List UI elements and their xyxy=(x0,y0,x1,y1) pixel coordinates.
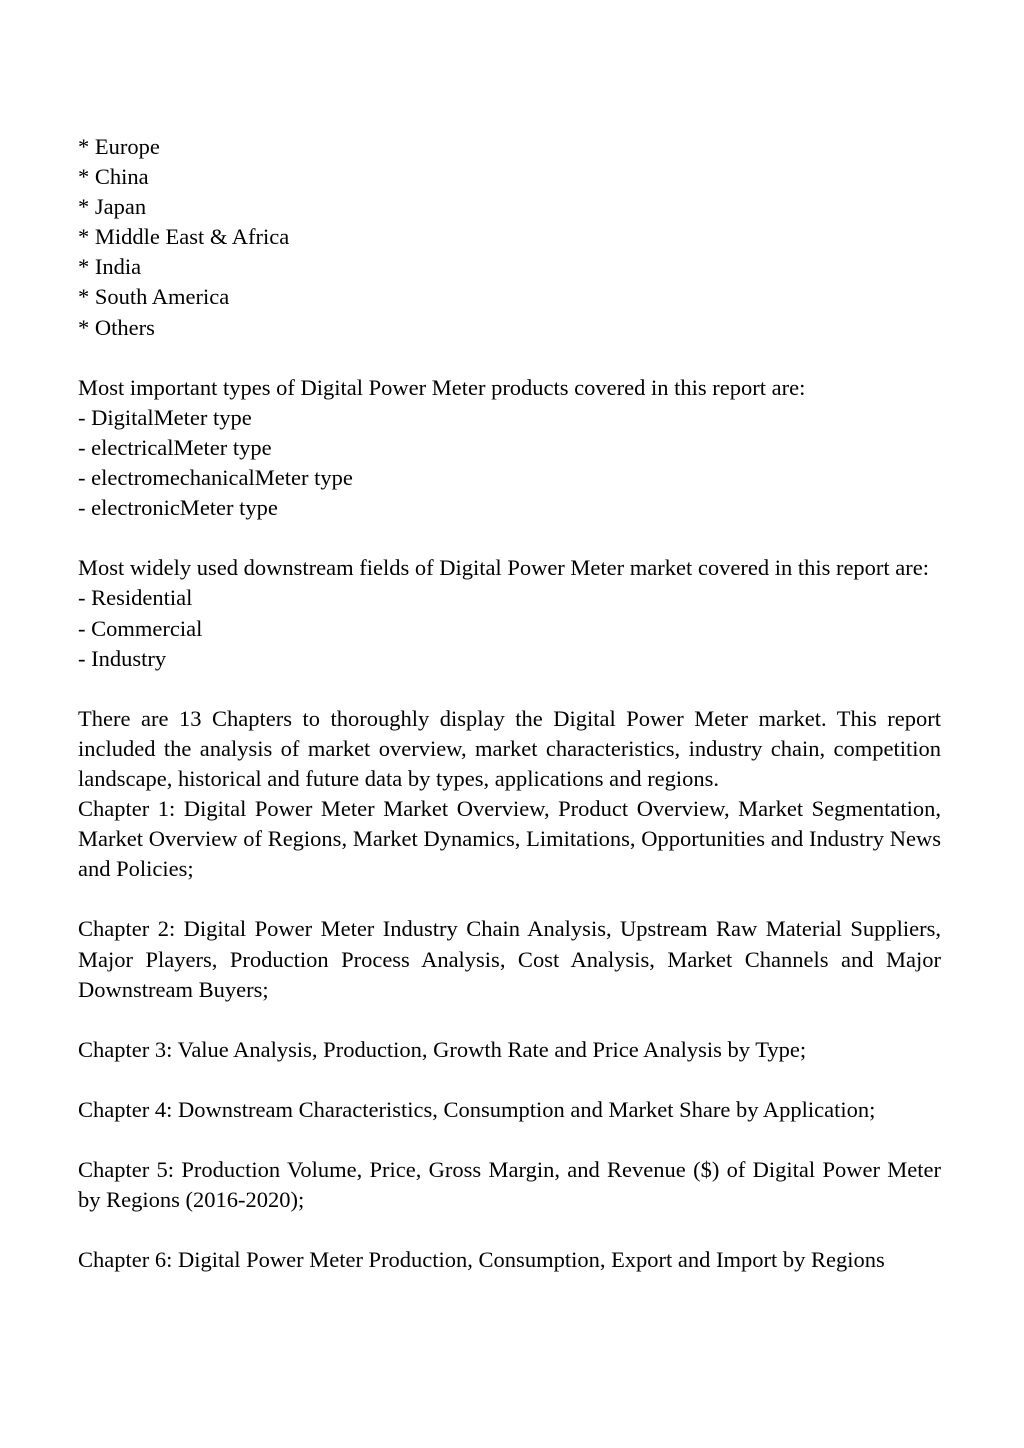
document-page xyxy=(78,132,941,1276)
types-section xyxy=(78,373,941,523)
list-item: - Commercial xyxy=(78,615,203,641)
paragraph-gap xyxy=(78,1005,941,1035)
list-item: * Others xyxy=(78,314,155,340)
chapter-5: Chapter 5: Production Volume, Price, Gross Margin, and Revenue ($) of Digital Power Meter by Regions (2016-2020); xyxy=(78,1157,941,1213)
chapter-4: Chapter 4: Downstream Characteristics, Consumption and Market Share by Application; xyxy=(78,1097,876,1122)
chapters-intro: There are 13 Chapters to thoroughly display the Digital Power Meter market. This report included the analysis of market overview, market characteristics, industry chain, competition landscape, historical and future data by types, applications and regions. xyxy=(78,705,941,791)
chapters-section xyxy=(78,704,941,1276)
fields-section xyxy=(78,553,941,673)
regions-list xyxy=(78,132,941,343)
chapter-6: Chapter 6: Digital Power Meter Production, Consumption, Export and Import by Regions xyxy=(78,1247,885,1273)
chapter-1: Chapter 1: Digital Power Meter Market Overview, Product Overview, Market Segmentation, Market Overview of Regions, Market Dynamics, Limitations, Opportunities and Industry News and Policies; xyxy=(78,796,941,882)
list-item: - electromechanicalMeter type xyxy=(78,465,353,491)
paragraph-gap xyxy=(78,1065,941,1095)
chapter-3: Chapter 3: Value Analysis, Production, Growth Rate and Price Analysis by Type; xyxy=(78,1036,807,1062)
list-item: * Middle East & Africa xyxy=(78,224,290,250)
types-intro: Most important types of Digital Power Meter products covered in this report are: xyxy=(78,374,806,400)
list-item: * Europe xyxy=(78,134,160,159)
list-item: * Japan xyxy=(78,194,147,220)
paragraph-gap xyxy=(78,1125,941,1155)
paragraph-gap xyxy=(78,343,941,373)
list-item: - Industry xyxy=(78,645,167,671)
paragraph-gap xyxy=(78,674,941,704)
paragraph-gap xyxy=(78,1215,941,1245)
list-item: - DigitalMeter type xyxy=(78,404,252,430)
list-item: * China xyxy=(78,164,149,190)
chapter-2: Chapter 2: Digital Power Meter Industry Chain Analysis, Upstream Raw Material Suppliers, Major Players, Production Process Analysis, Cost Analysis, Market Channels and Major Downstream Buyers; xyxy=(78,916,941,1002)
paragraph-gap xyxy=(78,884,941,914)
paragraph-gap xyxy=(78,523,941,553)
list-item: * India xyxy=(78,254,142,280)
list-item: - Residential xyxy=(78,585,193,611)
list-item: - electricalMeter type xyxy=(78,434,272,460)
list-item: - electronicMeter type xyxy=(78,495,278,521)
fields-intro: Most widely used downstream fields of Digital Power Meter market covered in this report are: xyxy=(78,555,930,581)
list-item: * South America xyxy=(78,284,230,310)
